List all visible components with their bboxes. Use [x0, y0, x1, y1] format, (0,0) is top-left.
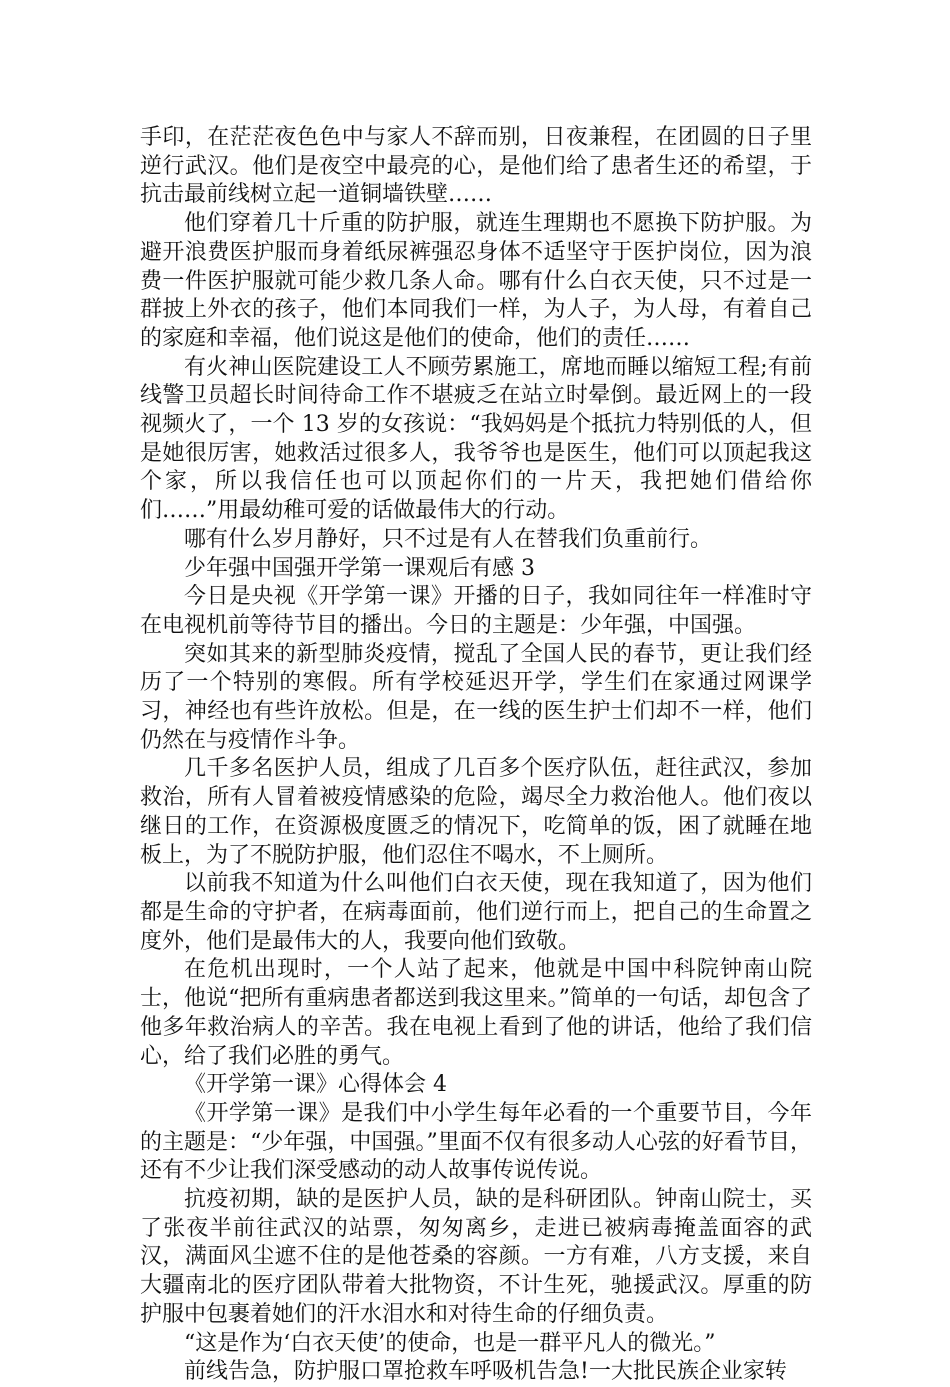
paragraph: 在危机出现时，一个人站了起来，他就是中国中科院钟南山院士，他说“把所有重病患者都送到我这里来。”简单的一句话，却包含了他多年救治病人的辛苦。我在电视上看到了他的讲话，他给了我们信心，给了我们必胜的勇气。 [140, 957, 812, 1069]
paragraph: 今日是央视《开学第一课》开播的日子，我如同往年一样准时守在电视机前等待节目的播出。今日的主题是：少年强，中国强。 [140, 584, 812, 638]
paragraph: 抗疫初期，缺的是医护人员，缺的是科研团队。钟南山院士，买了张夜半前往武汉的站票，匆匆离乡，走进已被病毒掩盖面容的武汉，满面风尘遮不住的是他苍桑的容颜。一方有难，八方支援，来自大疆南北的医疗团队带着大批物资，不计生死，驰援武汉。厚重的防护服中包裹着她们的汗水泪水和对待生命的仔细负责。 [140, 1187, 812, 1327]
paragraph: 有火神山医院建设工人不顾劳累施工，席地而睡以缩短工程;有前线警卫员超长时间待命工作不堪疲乏在站立时晕倒。最近网上的一段视频火了，一个 13 岁的女孩说：“我妈妈是个抵抗力特别低的人，但是她很厉害，她救活过很多人，我爷爷也是医生，他们可以顶起我这个家，所以我信任也可以顶起你们的一片天，我把她们借给你们……”用最幼稚可爱的话做最伟大的行动。 [140, 354, 812, 524]
paragraph-quote: “这是作为‘白衣天使’的使命，也是一群平凡人的微光。” [184, 1330, 716, 1356]
paragraph: 突如其来的新型肺炎疫情，搅乱了全国人民的春节，更让我们经历了一个特别的寒假。所有学校延迟开学，学生们在家通过网课学习，神经也有些许放松。但是，在一线的医生护士们却不一样，他们仍然在与疫情作斗争。 [140, 641, 812, 753]
paragraph: 哪有什么岁月静好，只不过是有人在替我们负重前行。 [184, 526, 713, 552]
paragraph: 几千多名医护人员，组成了几百多个医疗队伍，赶往武汉，参加救治，所有人冒着被疫情感染的危险，竭尽全力救治他人。他们夜以继日的工作，在资源极度匮乏的情况下，吃简单的饭，困了就睡在地板上，为了不脱防护服，他们忍住不喝水，不上厕所。 [140, 756, 812, 868]
section-heading: 少年强中国强开学第一课观后有感 3 [184, 555, 535, 581]
paragraph: 前线告急，防护服口罩抢救车呼吸机告急!一大批民族企业家转 [184, 1359, 787, 1385]
paragraph-continued: 手印，在茫茫夜色色中与家人不辞而别，日夜兼程，在团圆的日子里逆行武汉。他们是夜空中最亮的心，是他们给了患者生还的希望，于抗击最前线树立起一道铜墙铁壁…… [140, 125, 812, 208]
paragraph: 他们穿着几十斤重的防护服，就连生理期也不愿换下防护服。为避开浪费医护服而身着纸尿裤强忍身体不适坚守于医护岗位，因为浪费一件医护服就可能少救几条人命。哪有什么白衣天使，只不过是一群披上外衣的孩子，他们本同我们一样，为人子，为人母，有着自己的家庭和幸福，他们说这是他们的使命，他们的责任…… [140, 211, 812, 351]
document-body [140, 124, 812, 1387]
paragraph: 《开学第一课》是我们中小学生每年必看的一个重要节目，今年的主题是：“少年强，中国强。”里面不仅有很多动人心弦的好看节目，还有不少让我们深受感动的动人故事传说传说。 [140, 1100, 812, 1184]
section-heading: 《开学第一课》心得体会 4 [184, 1072, 447, 1098]
paragraph: 以前我不知道为什么叫他们白衣天使，现在我知道了，因为他们都是生命的守护者，在病毒面前，他们逆行而上，把自己的生命置之度外，他们是最伟大的人，我要向他们致敬。 [140, 871, 812, 954]
